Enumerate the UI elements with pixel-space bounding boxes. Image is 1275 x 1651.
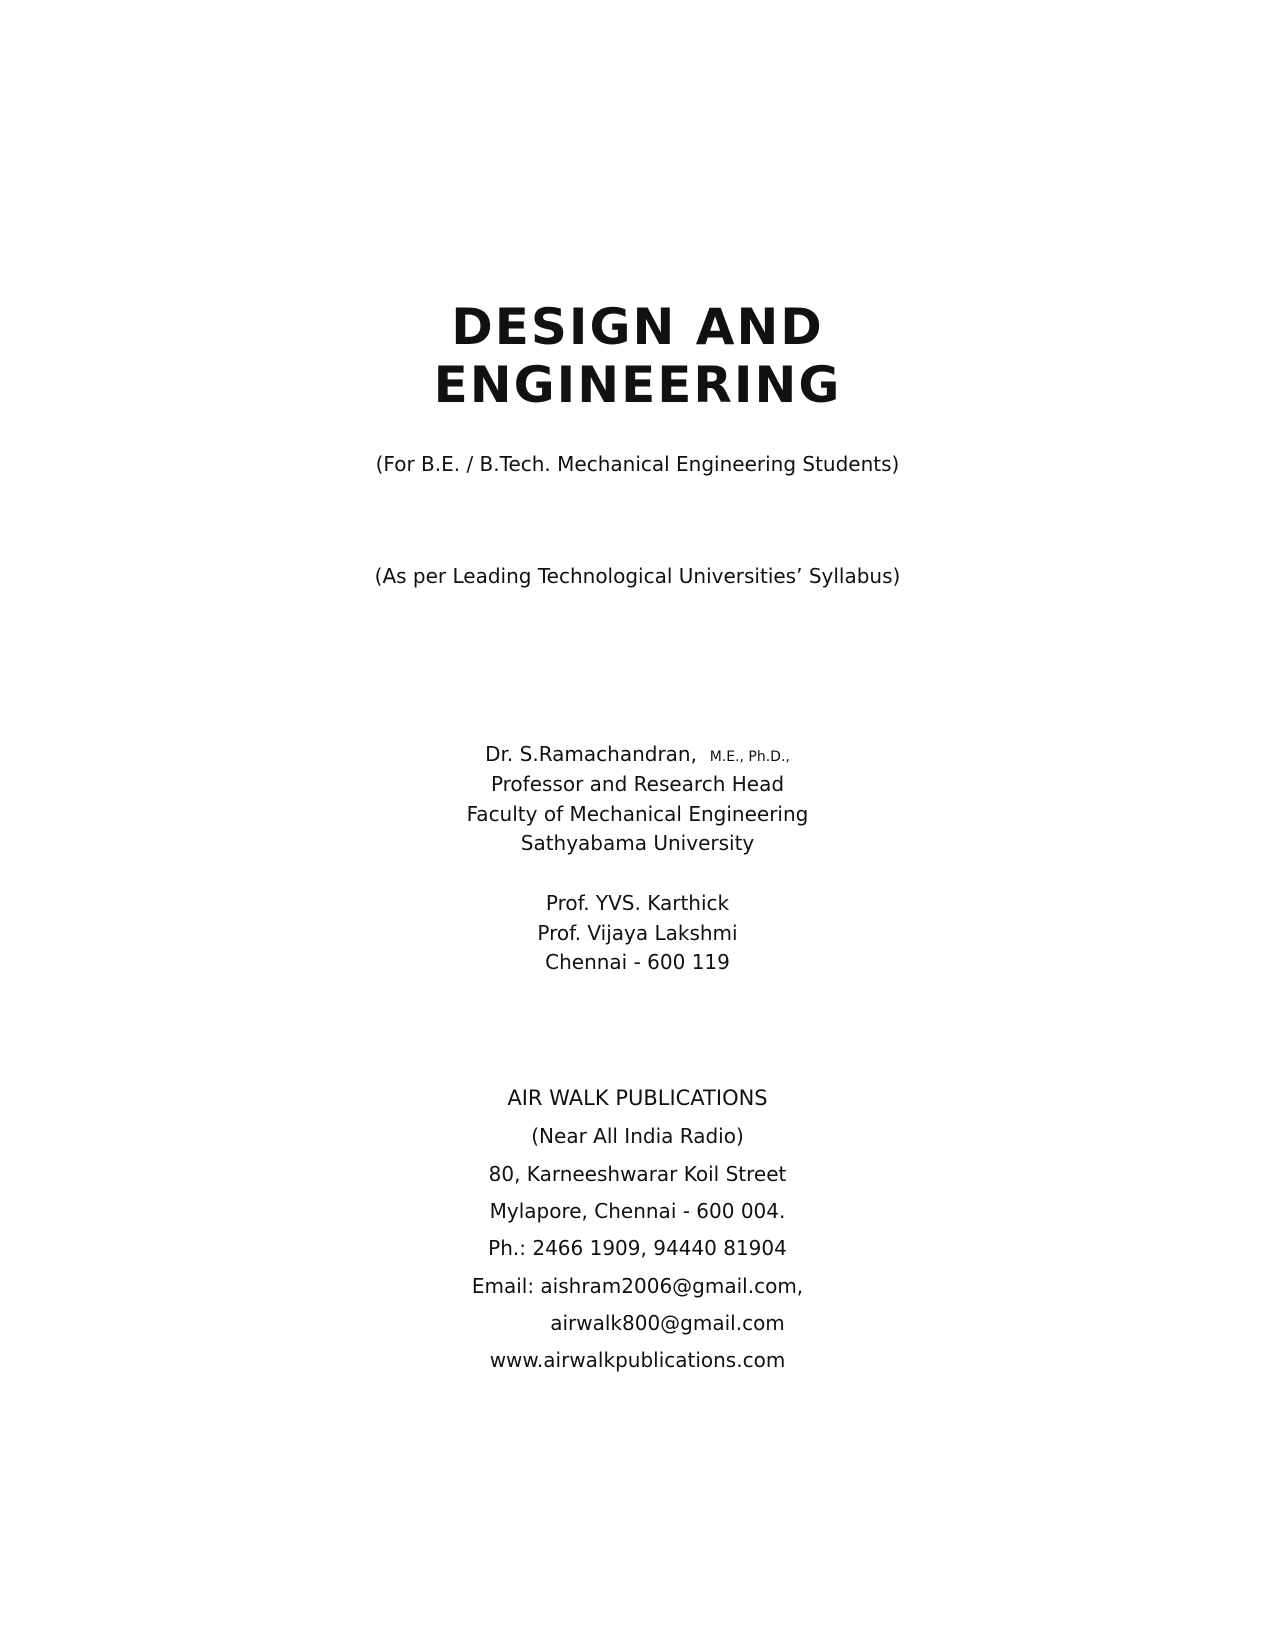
author-city: Chennai - 600 119 bbox=[545, 950, 730, 974]
publisher-email: airwalk800@gmail.com bbox=[550, 1311, 785, 1335]
title-line: ENGINEERING bbox=[433, 356, 842, 414]
publisher-website: www.airwalkpublications.com bbox=[489, 1348, 786, 1372]
coauthor: Prof. YVS. Karthick bbox=[545, 891, 730, 915]
subtitle: (For B.E. / B.Tech. Mechanical Engineering Students) bbox=[375, 452, 900, 476]
author-position: Professor and Research Head bbox=[490, 772, 785, 796]
publisher-email: Email: aishram2006@gmail.com, bbox=[471, 1274, 804, 1298]
book-title bbox=[0, 298, 1275, 414]
syllabus-note: (As per Leading Technological Universities’ Syllabus) bbox=[374, 564, 901, 588]
publisher-name: AIR WALK PUBLICATIONS bbox=[507, 1086, 768, 1110]
publisher-phone: Ph.: 2466 1909, 94440 81904 bbox=[488, 1236, 787, 1260]
publisher-line: (Near All India Radio) bbox=[531, 1124, 744, 1148]
author-degrees: M.E., Ph.D., bbox=[709, 749, 790, 765]
author-university: Sathyabama University bbox=[520, 831, 755, 855]
author-main bbox=[0, 742, 1275, 766]
publisher-line: Mylapore, Chennai - 600 004. bbox=[489, 1199, 786, 1223]
author-name: Dr. S.Ramachandran, bbox=[485, 742, 697, 766]
publisher-line: 80, Karneeshwarar Koil Street bbox=[488, 1162, 787, 1186]
coauthor: Prof. Vijaya Lakshmi bbox=[537, 921, 738, 945]
title-line: DESIGN AND bbox=[451, 298, 824, 356]
author-faculty: Faculty of Mechanical Engineering bbox=[466, 802, 809, 826]
